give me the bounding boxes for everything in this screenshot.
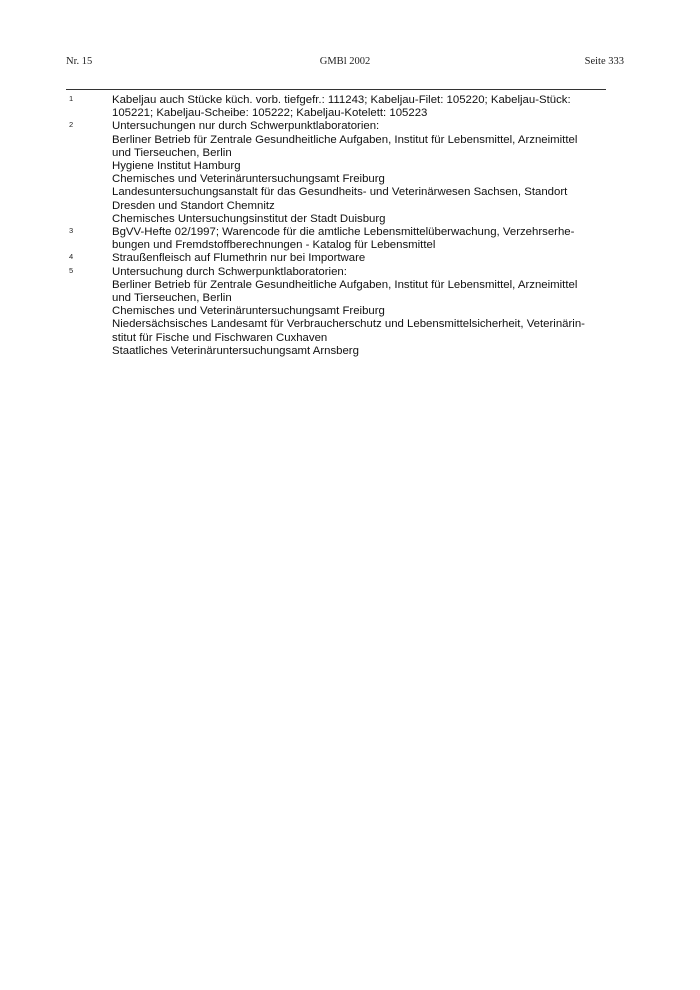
footnote bbox=[66, 266, 626, 358]
footnote-number: 3 bbox=[69, 226, 74, 236]
footnote-text-line: Chemisches und Veterinäruntersuchungsamt Freiburg bbox=[112, 305, 385, 318]
footnote-number: 4 bbox=[69, 252, 74, 262]
footnote-text-line: Chemisches Untersuchungsinstitut der Stadt Duisburg bbox=[112, 212, 386, 225]
footnote-text-line: bungen und Fremdstoffberechnungen - Katalog für Lebensmittel bbox=[112, 239, 436, 252]
footnote bbox=[66, 120, 626, 226]
footnote-number: 1 bbox=[69, 94, 74, 103]
footnote bbox=[66, 226, 626, 252]
footnote-number: 2 bbox=[69, 120, 74, 130]
footnote-text-line: Chemisches und Veterinäruntersuchungsamt Freiburg bbox=[112, 173, 385, 186]
footnote-text-line: Hygiene Institut Hamburg bbox=[112, 160, 241, 173]
footnote-text-line: Untersuchungen nur durch Schwerpunktlaboratorien: bbox=[112, 120, 380, 133]
footnote-text-line: Berliner Betrieb für Zentrale Gesundheitliche Aufgaben, Institut für Lebensmittel, Arzneimittel bbox=[112, 278, 578, 291]
footnote-text-line: Niedersächsisches Landesamt für Verbraucherschutz und Lebensmittelsicherheit, Veterinärin- bbox=[112, 318, 585, 331]
issue-number: Nr. 15 bbox=[66, 56, 93, 67]
footnote-text-line: Staatliches Veterinäruntersuchungsamt Arnsberg bbox=[112, 344, 359, 357]
footnote-text-line: Landesuntersuchungsanstalt für das Gesundheits- und Veterinärwesen Sachsen, Standort bbox=[112, 186, 568, 199]
page-number: Seite 333 bbox=[584, 56, 624, 67]
footnote-text-line: Straußenfleisch auf Flumethrin nur bei Importware bbox=[112, 252, 366, 265]
footnote-text-line: Kabeljau auch Stücke küch. vorb. tiefgefr.: 111243; Kabeljau-Filet: 105220; Kabeljau-Stück: bbox=[112, 94, 571, 106]
footnote-number: 5 bbox=[69, 265, 74, 275]
footnote-text-line: stitut für Fische und Fischwaren Cuxhaven bbox=[112, 331, 328, 344]
page-header bbox=[66, 56, 624, 72]
publication-title: GMBl 2002 bbox=[319, 56, 371, 67]
footnote-text-line: Berliner Betrieb für Zentrale Gesundheitliche Aufgaben, Institut für Lebensmittel, Arzneimittel bbox=[112, 133, 578, 146]
footnote-text-line: und Tierseuchen, Berlin bbox=[112, 292, 232, 305]
header-divider bbox=[66, 89, 606, 90]
footnote-text-line: Dresden und Standort Chemnitz bbox=[112, 199, 275, 212]
footnote bbox=[66, 252, 626, 265]
footnote-text-line: BgVV-Hefte 02/1997; Warencode für die amtliche Lebensmittelüberwachung, Verzehrserhe- bbox=[112, 226, 575, 239]
footnotes-list bbox=[66, 94, 626, 358]
footnote-text-line: 105221; Kabeljau-Scheibe: 105222; Kabeljau-Kotelett: 105223 bbox=[112, 107, 428, 120]
footnote bbox=[66, 94, 626, 120]
footnote-text-line: Untersuchung durch Schwerpunktlaboratorien: bbox=[112, 265, 347, 278]
footnote-text-line: und Tierseuchen, Berlin bbox=[112, 146, 232, 159]
